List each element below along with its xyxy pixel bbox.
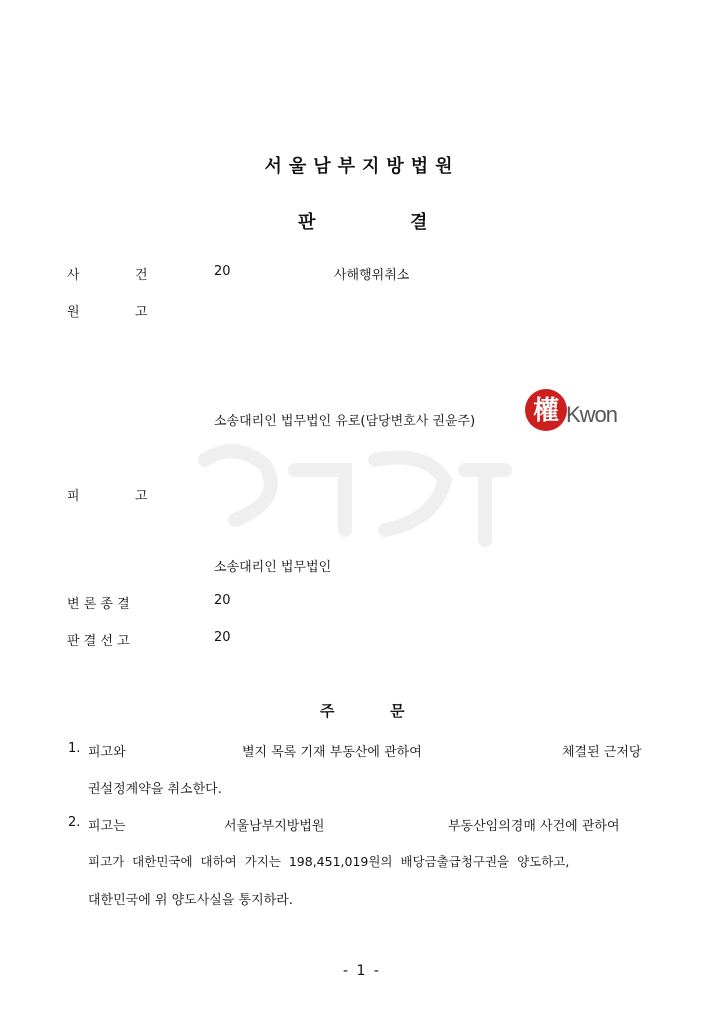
defendant-counsel: 소송대리인 법무법인 (214, 560, 332, 575)
order-item-2-seg2: 서울남부지방법원 (224, 819, 325, 834)
plaintiff-label-1: 원 (67, 305, 80, 320)
defendant-label-2: 고 (135, 489, 148, 504)
order-item-2-seg3: 부동산임의경매 사건에 관하여 (448, 819, 620, 834)
kwon-logo-text: Kwon (566, 402, 618, 427)
court-name: 서울남부지방법원 (264, 156, 460, 177)
kwon-seal-logo (524, 388, 568, 432)
case-number: 20 (214, 264, 231, 279)
order-item-1-seg2: 별지 목록 기재 부동산에 관하여 (242, 745, 422, 760)
judgment-date-value: 20 (214, 630, 231, 645)
order-heading-ju: 주 (320, 702, 335, 720)
page-number: - 1 - (343, 963, 381, 979)
case-label-2: 건 (135, 268, 148, 283)
order-item-1-number: 1. (68, 741, 81, 756)
plaintiff-label-2: 고 (135, 305, 148, 320)
order-item-2-line2: 피고가 대한민국에 대하여 가지는 198,451,019원의 배당금출급청구권을 양도하고, (88, 854, 570, 869)
seal-character: 權 (532, 396, 560, 426)
title-gyeol: 결 (410, 212, 428, 233)
plaintiff-counsel: 소송대리인 법무법인 유로(담당변호사 권윤주) (214, 414, 476, 429)
case-name: 사해행위취소 (334, 268, 410, 283)
order-item-2-number: 2. (68, 815, 81, 830)
order-item-2-seg1: 피고는 (88, 819, 126, 834)
order-item-1-line2: 권설정계약을 취소한다. (88, 782, 222, 797)
order-item-2-line3: 대한민국에 위 양도사실을 통지하라. (88, 893, 293, 908)
hearing-end-label: 변 론 종 결 (67, 597, 130, 612)
case-label-1: 사 (67, 268, 80, 283)
hearing-end-value: 20 (214, 593, 231, 608)
judgment-date-label: 판 결 선 고 (67, 634, 130, 649)
watermark (195, 440, 515, 550)
order-heading-mun: 문 (390, 702, 405, 720)
defendant-label-1: 피 (67, 489, 80, 504)
title-pan: 판 (298, 212, 316, 233)
order-item-1-seg1: 피고와 (88, 745, 126, 760)
order-item-1-seg3: 체결된 근저당 (562, 745, 642, 760)
